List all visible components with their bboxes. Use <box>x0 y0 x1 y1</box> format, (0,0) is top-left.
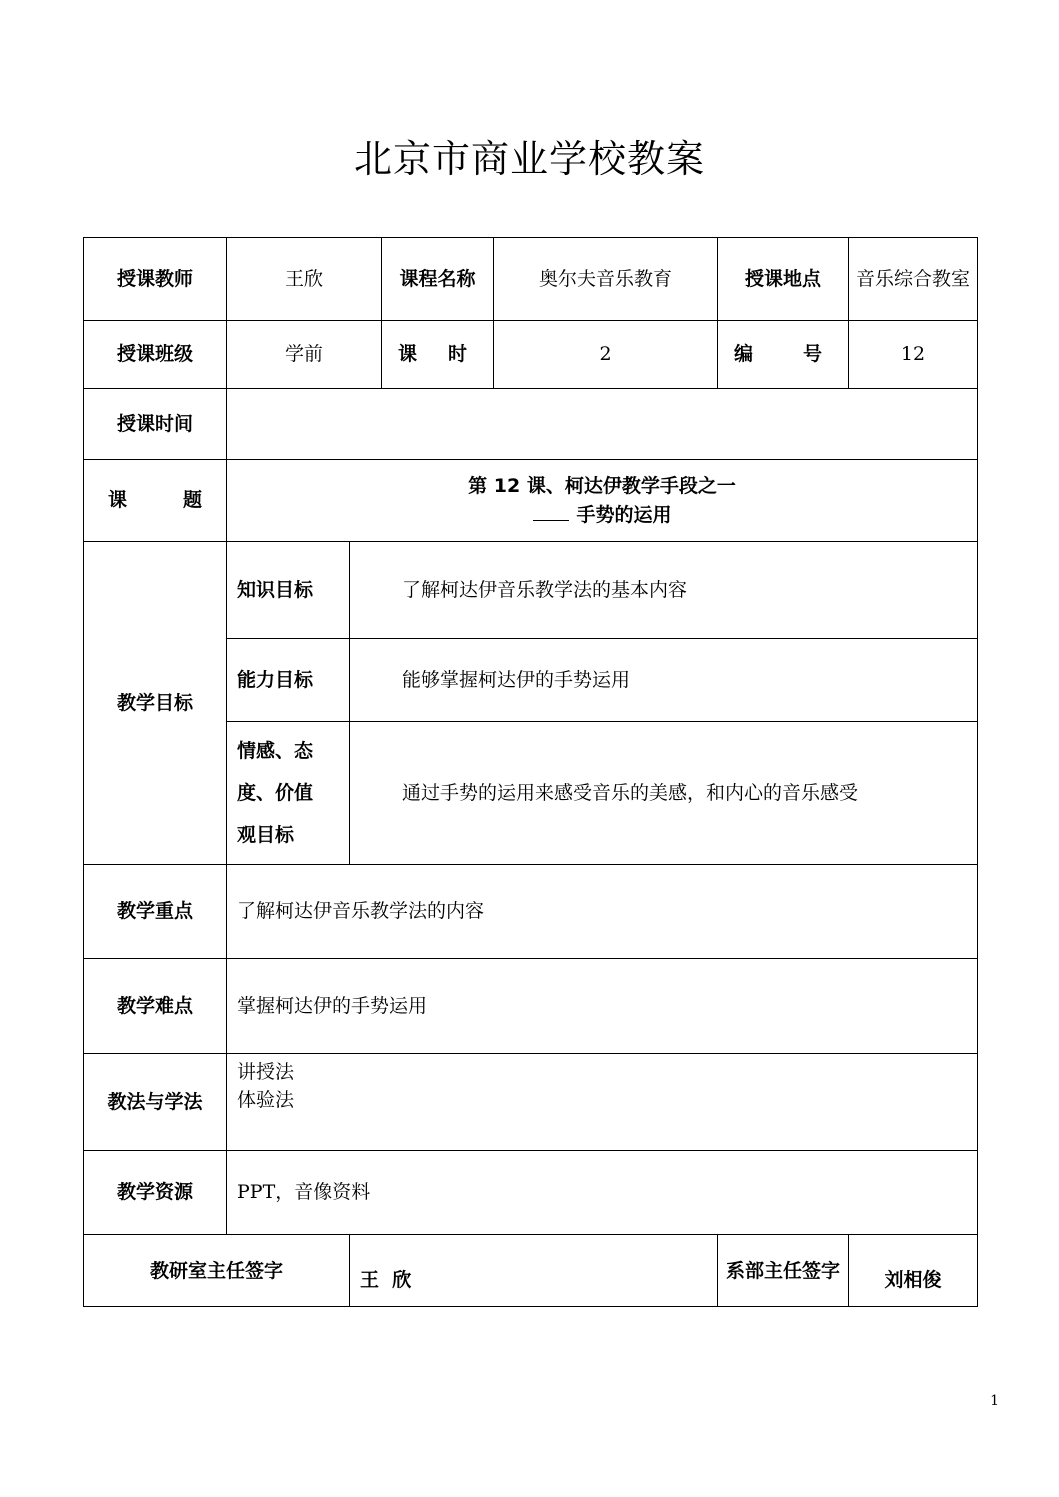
time-label: 授课时间 <box>84 389 227 460</box>
teacher-label: 授课教师 <box>84 238 227 321</box>
emotion-label-line-3: 观目标 <box>237 824 295 846</box>
emotion-label-line-1: 情感、态 <box>237 740 314 762</box>
number-label-char-2: 号 <box>803 343 823 366</box>
emotion-label <box>227 722 350 865</box>
location-value: 音乐综合教室 <box>849 238 978 321</box>
office-director-signature: 王 欣 <box>350 1235 718 1307</box>
row-resources <box>84 1151 978 1235</box>
topic-underline <box>533 504 569 521</box>
row-class-hours <box>84 321 978 389</box>
row-time <box>84 389 978 460</box>
row-topic <box>84 460 978 542</box>
lesson-plan-table <box>83 237 978 1307</box>
row-difficulty <box>84 959 978 1054</box>
topic-line-1: 第 12 课、柯达伊教学手段之一 <box>468 475 736 497</box>
hours-value: 2 <box>494 321 718 389</box>
number-label <box>718 321 849 389</box>
number-label-char-1: 编 <box>734 343 754 366</box>
row-methods <box>84 1054 978 1151</box>
topic-value <box>227 460 978 542</box>
difficulty-label: 教学难点 <box>84 959 227 1054</box>
office-director-label: 教研室主任签字 <box>84 1235 350 1307</box>
knowledge-value: 了解柯达伊音乐教学法的基本内容 <box>350 542 978 639</box>
course-label: 课程名称 <box>382 238 494 321</box>
resources-label: 教学资源 <box>84 1151 227 1235</box>
dept-director-label: 系部主任签字 <box>718 1235 849 1307</box>
methods-value <box>227 1054 978 1151</box>
ability-value: 能够掌握柯达伊的手势运用 <box>350 639 978 722</box>
topic-line-2: 手势的运用 <box>576 503 672 526</box>
key-point-label: 教学重点 <box>84 865 227 959</box>
class-label: 授课班级 <box>84 321 227 389</box>
number-value: 12 <box>849 321 978 389</box>
course-value: 奥尔夫音乐教育 <box>494 238 718 321</box>
goals-label: 教学目标 <box>84 542 227 865</box>
knowledge-label: 知识目标 <box>227 542 350 639</box>
time-value <box>227 389 978 460</box>
page-number: 1 <box>990 1393 999 1409</box>
row-teacher-course <box>84 238 978 321</box>
emotion-label-line-2: 度、价值 <box>237 782 314 804</box>
hours-label-char-1: 课 <box>398 343 418 366</box>
ability-label: 能力目标 <box>227 639 350 722</box>
difficulty-value: 掌握柯达伊的手势运用 <box>227 959 978 1054</box>
topic-label-char-1: 课 <box>108 489 128 512</box>
topic-label <box>84 460 227 542</box>
key-point-value: 了解柯达伊音乐教学法的内容 <box>227 865 978 959</box>
method-item: 体验法 <box>237 1089 295 1111</box>
method-item: 讲授法 <box>237 1061 295 1083</box>
dept-director-signature: 刘相俊 <box>849 1235 978 1307</box>
teacher-value: 王欣 <box>227 238 382 321</box>
location-label: 授课地点 <box>718 238 849 321</box>
hours-label-char-2: 时 <box>448 343 468 366</box>
hours-label <box>382 321 494 389</box>
document-title: 北京市商业学校教案 <box>353 137 705 181</box>
methods-label: 教法与学法 <box>84 1054 227 1151</box>
class-value: 学前 <box>227 321 382 389</box>
topic-line-2-wrap <box>227 501 977 530</box>
topic-label-char-2: 题 <box>182 489 202 512</box>
row-goal-knowledge <box>84 542 978 639</box>
row-key-point <box>84 865 978 959</box>
emotion-value: 通过手势的运用来感受音乐的美感，和内心的音乐感受 <box>350 722 978 865</box>
resources-value: PPT，音像资料 <box>227 1151 978 1235</box>
row-signatures <box>84 1235 978 1307</box>
